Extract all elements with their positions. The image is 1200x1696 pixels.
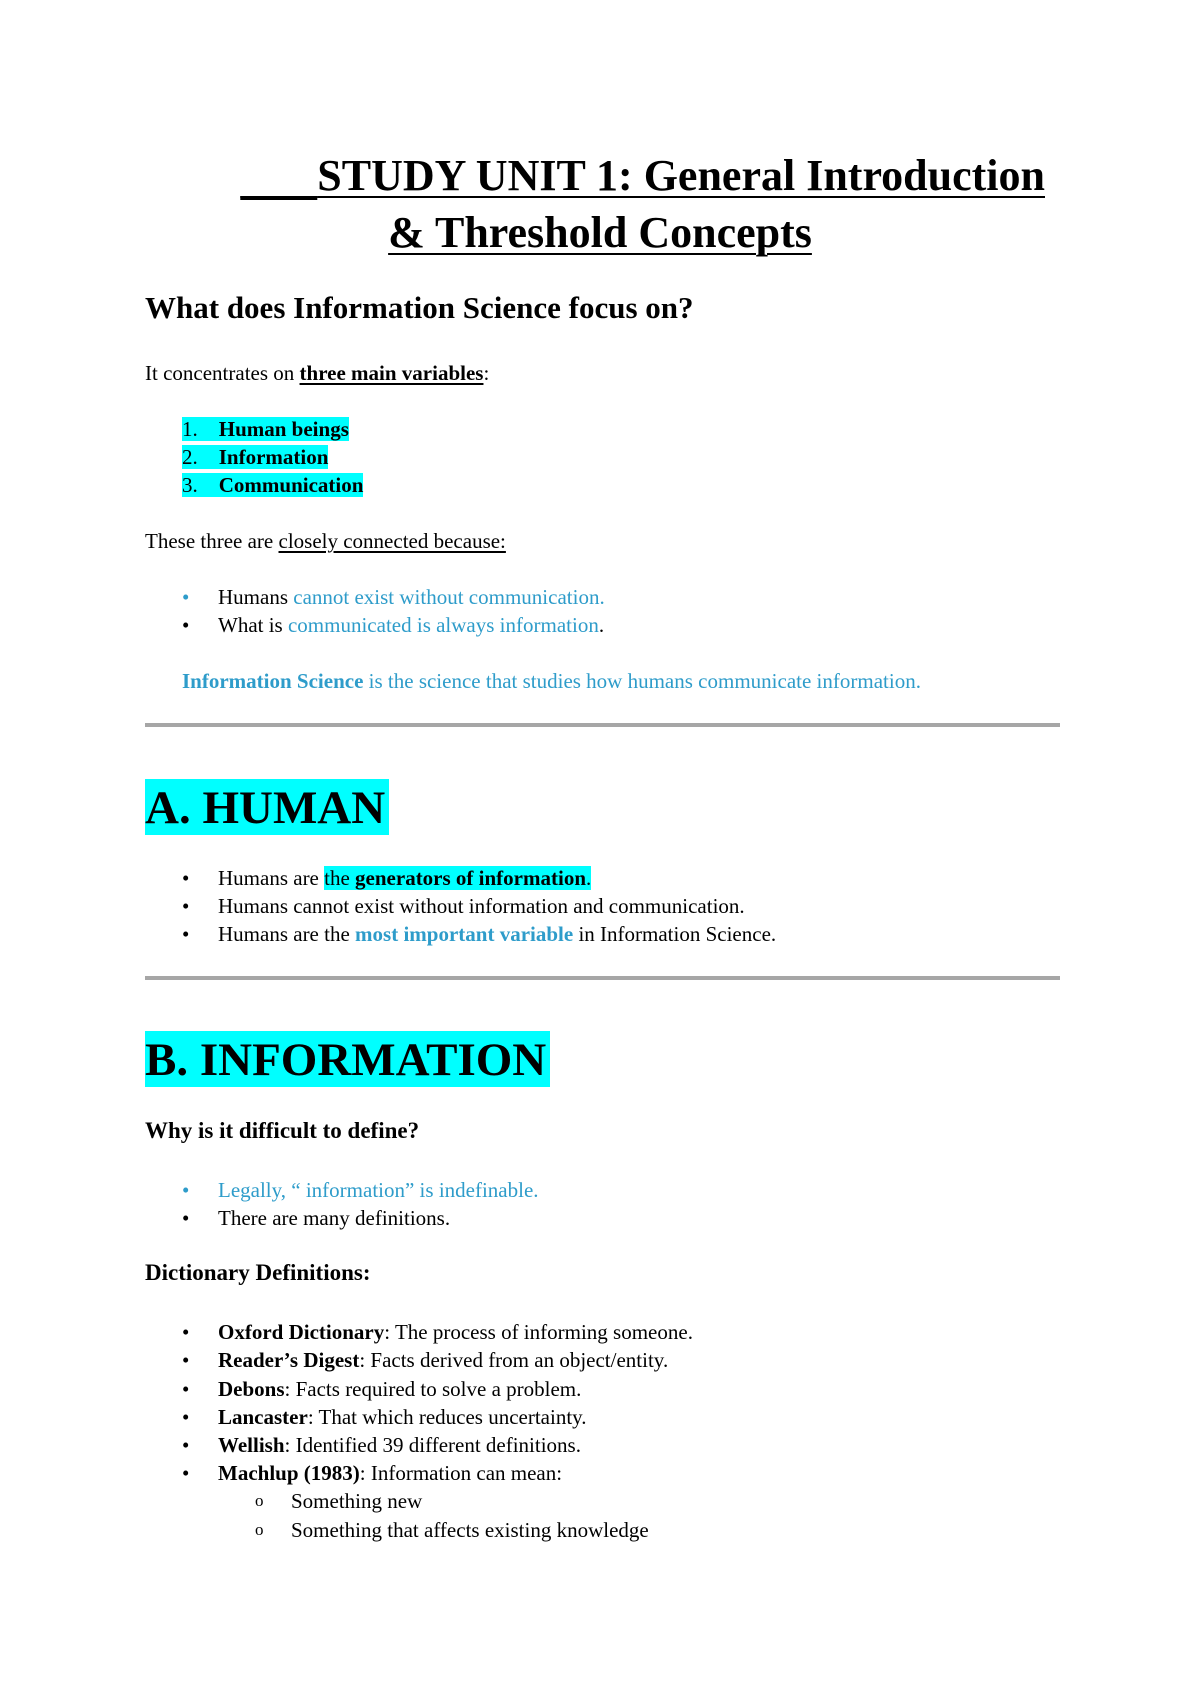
title-line-2: & Threshold Concepts	[388, 208, 812, 257]
variable-list-item: 3. Communication	[182, 473, 364, 497]
bullet-icon: •	[182, 1433, 190, 1457]
title-line-1: STUDY UNIT 1: General Introduction	[317, 151, 1045, 200]
section-heading-human: A. HUMAN	[145, 779, 389, 835]
list-item: • What is communicated is always information.	[182, 613, 605, 637]
bullet-icon: •	[182, 894, 190, 918]
focus-intro: It concentrates on three main variables:	[145, 361, 490, 385]
bullet-icon: •	[182, 1206, 190, 1230]
connected-text: These three are closely connected because:	[145, 529, 506, 553]
why-heading: Why is it difficult to define?	[145, 1118, 420, 1143]
bullet-icon: •	[182, 1461, 190, 1485]
bullet-icon: •	[182, 1377, 190, 1401]
circle-bullet-icon: o	[255, 1491, 264, 1510]
circle-bullet-icon: o	[255, 1520, 264, 1539]
bullet-icon: •	[182, 585, 190, 609]
bullet-icon: •	[182, 922, 190, 946]
list-item: • Humans cannot exist without information and communication.	[182, 894, 745, 918]
horizontal-divider	[145, 723, 1060, 727]
bullet-icon: •	[182, 866, 190, 890]
variable-list-item: 2. Information	[182, 445, 329, 469]
list-item: • Humans are the most important variable in Information Science.	[182, 922, 777, 946]
definition-item: • Lancaster: That which reduces uncertainty.	[182, 1405, 587, 1429]
definition-item: • Oxford Dictionary: The process of informing someone.	[182, 1320, 693, 1344]
list-item: • Legally, “ information” is indefinable.	[182, 1178, 539, 1202]
list-item: • There are many definitions.	[182, 1206, 451, 1230]
bullet-icon: •	[182, 613, 190, 637]
bullet-icon: •	[182, 1320, 190, 1344]
list-item: • Humans cannot exist without communication.	[182, 585, 605, 609]
sub-list-item: o Something that affects existing knowledge	[255, 1518, 649, 1542]
definition-item: • Wellish: Identified 39 different definitions.	[182, 1433, 581, 1457]
dictionary-heading: Dictionary Definitions:	[145, 1260, 371, 1285]
horizontal-divider	[145, 976, 1060, 980]
variable-list-item: 1. Human beings	[182, 417, 349, 441]
definition-item: • Debons: Facts required to solve a problem.	[182, 1377, 582, 1401]
sub-list-item: o Something new	[255, 1489, 423, 1513]
bullet-icon: •	[182, 1178, 190, 1202]
definition-statement: Information Science is the science that studies how humans communicate information.	[182, 669, 921, 693]
definition-item: • Reader’s Digest: Facts derived from an object/entity.	[182, 1348, 669, 1372]
list-item: • Humans are the generators of information.	[182, 866, 592, 890]
focus-heading: What does Information Science focus on?	[145, 290, 694, 325]
section-heading-information: B. INFORMATION	[145, 1031, 550, 1087]
bullet-icon: •	[182, 1405, 190, 1429]
definition-item: • Machlup (1983): Information can mean:	[182, 1461, 563, 1485]
bullet-icon: •	[182, 1348, 190, 1372]
